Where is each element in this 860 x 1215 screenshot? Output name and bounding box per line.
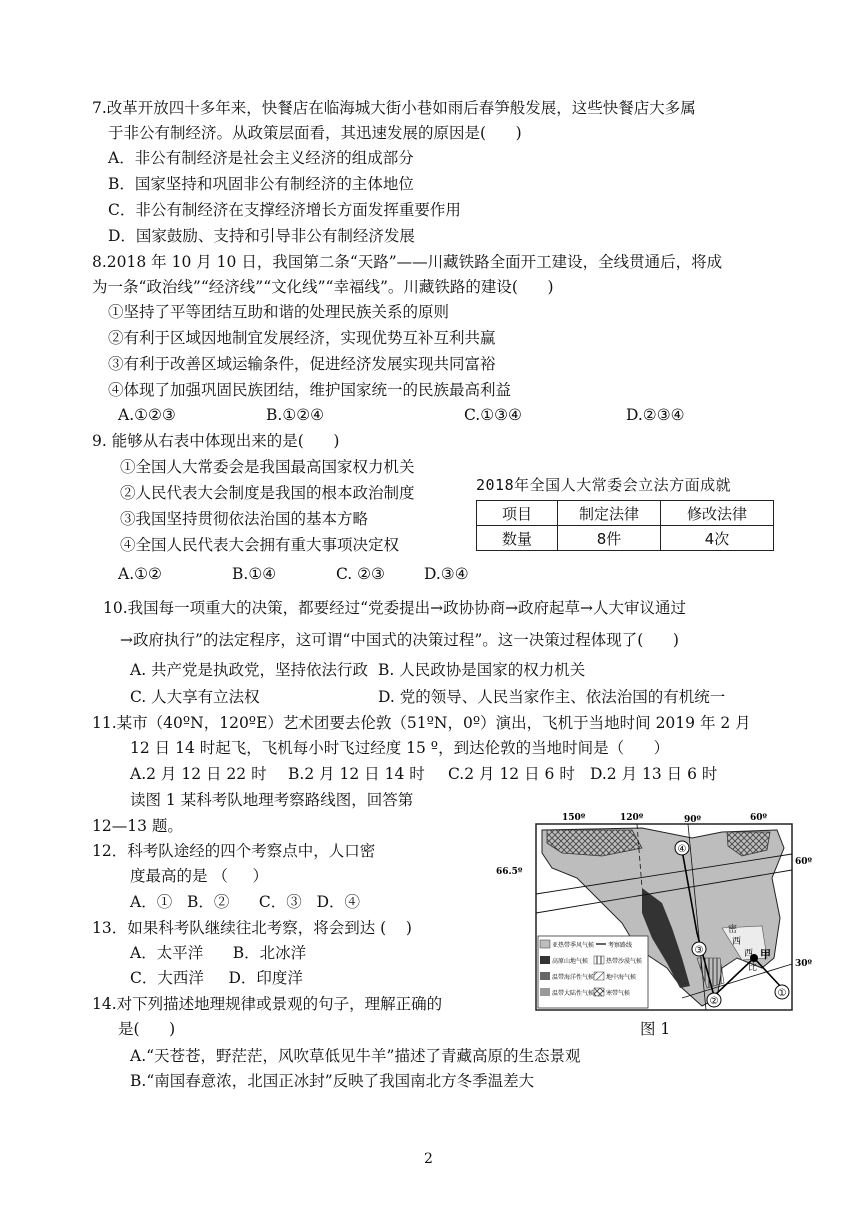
q8-stem-line1: 8.2018 年 10 月 10 日，我国第二条“天路”——川藏铁路全面开工建设，全线贯通后，将成	[92, 253, 723, 271]
law-table-row	[477, 526, 774, 551]
q8-item-3: ③有利于改善区域运输条件，促进经济发展实现共同富裕	[108, 355, 496, 373]
legend-text: 高原山地气候	[552, 958, 589, 965]
q11-stem-line1: 11.某市（40ºN，120ºE）艺术团要去伦敦（51ºN，0º）演出，飞机于当地时间 2019 年 2 月	[92, 714, 751, 732]
q7-stem-line1: 7.改革开放四十多年来，快餐店在临海城大街小巷如雨后春笋般发展，这些快餐店大多属	[92, 99, 696, 117]
q10-stem-line1: 10.我国每一项重大的决策，都要经过“党委提出→政协协商→政府起草→人大审议通过	[103, 599, 687, 617]
q13-choices-row2: C．大西洋 D．印度洋	[130, 969, 303, 987]
law-table	[476, 500, 774, 551]
q8-choice-a: A.①②③	[118, 406, 176, 424]
point-3-label: ③	[694, 945, 704, 956]
q12-stem-line1: 12．科考队途经的四个考察点中，人口密	[92, 842, 376, 860]
q9-choice-a: A.①②	[118, 565, 162, 583]
legend-swatch	[540, 988, 550, 996]
figure-label: 图 1	[640, 1020, 671, 1038]
q7-option-c: C．非公有制经济在支撑经济增长方面发挥重要作用	[108, 201, 461, 219]
point-4-label: ④	[677, 844, 687, 855]
survey-route-map	[492, 808, 813, 1018]
q10-option-a: A. 共产党是执政党，坚持依法行政	[130, 661, 369, 679]
legend-text: 热带沙漠气候	[606, 958, 643, 965]
law-table-header-cell: 项目	[477, 501, 558, 526]
law-table-cell: 4次	[661, 526, 774, 551]
region-char: 西	[732, 937, 742, 947]
legend-text: 温带大陆性气候	[552, 990, 595, 997]
q8-item-1: ①坚持了平等团结互助和谐的处理民族关系的原则	[108, 303, 450, 321]
legend-text: 地中海气候	[606, 974, 637, 981]
lon-label-90: 90º	[684, 815, 702, 825]
lat-label-66: 66.5º	[496, 867, 523, 877]
q10-option-c: C. 人大享有立法权	[130, 688, 260, 706]
q14-option-b: B.“南国春意浓，北国正冰封”反映了我国南北方冬季温差大	[130, 1072, 535, 1090]
region-char: 密	[728, 925, 738, 935]
law-table-header-row	[477, 501, 774, 526]
point-2-label: ②	[709, 996, 719, 1007]
point-1-label: ①	[777, 988, 787, 999]
legend-text: 温带海洋性气候	[552, 974, 595, 981]
law-table-title: 2018年全国人大常委会立法方面成就	[476, 476, 732, 494]
q7-option-d: D．国家鼓励、支持和引导非公有制经济发展	[108, 227, 415, 245]
q10-stem-line2: →政府执行”的法定程序，这可谓“中国式的决策过程”。这一决策过程体现了( )	[120, 631, 679, 649]
lon-label-120: 120º	[620, 813, 644, 823]
q9-choice-c: C. ②③	[336, 565, 385, 583]
q7-option-b: B．国家坚持和巩固非公有制经济的主体地位	[108, 175, 414, 193]
lat-label-60: 60º	[795, 857, 813, 867]
q13-choices-row1: A．太平洋 B．北冰洋	[130, 944, 307, 962]
legend-swatch	[594, 988, 604, 996]
legend-text: 考察路线	[608, 942, 633, 949]
q7-option-a: A．非公有制经济是社会主义经济的组成部分	[108, 149, 414, 167]
q9-item-3: ③我国坚持贯彻依法治国的基本方略	[120, 510, 369, 528]
q9-item-2: ②人民代表大会制度是我国的根本政治制度	[120, 484, 415, 502]
q7-stem-line2: 于非公有制经济。从政策层面看，其迅速发展的原因是( )	[108, 124, 522, 142]
q9-stem: 9. 能够从右表中体现出来的是( )	[92, 432, 340, 450]
q12-stem-line2: 度最高的是 （ ）	[130, 867, 269, 885]
q14-stem-line1: 14.对下列描述地理规律或景观的句子，理解正确的	[92, 995, 443, 1013]
q14-stem-line2: 是( )	[118, 1020, 176, 1038]
region-char: 西	[744, 949, 754, 959]
q9-choice-d: D.③④	[424, 565, 469, 583]
q9-choice-b: B.①④	[232, 565, 277, 583]
q8-choice-b: B.①②④	[266, 406, 325, 424]
q8-choice-d: D.②③④	[626, 406, 685, 424]
page-number: 2	[424, 1151, 433, 1167]
q8-item-4: ④体现了加强巩固民族团结，维护国家统一的民族最高利益	[108, 381, 512, 399]
legend-swatch	[540, 956, 550, 964]
legend-swatch	[594, 956, 604, 964]
lon-label-150: 150º	[562, 813, 586, 823]
law-table-cell: 8件	[558, 526, 661, 551]
jia-label: 甲	[760, 948, 771, 961]
law-table-header-cell: 修改法律	[661, 501, 774, 526]
law-table-cell: 数量	[477, 526, 558, 551]
lon-label-60: 60º	[750, 813, 768, 823]
q10-option-d: D. 党的领导、人民当家作主、依法治国的有机统一	[378, 688, 726, 706]
q11-choice-c: C.2 月 12 日 6 时	[448, 765, 575, 783]
q13-stem: 13．如果科考队继续往北考察，将会到达 ( )	[92, 919, 412, 937]
q12-choices: A．① B．② C．③ D．④	[130, 893, 360, 911]
q9-item-1: ①全国人大常委会是我国最高国家权力机关	[120, 458, 415, 476]
q11-stem-line2: 12 日 14 时起飞，飞机每小时飞过经度 15 º，到达伦敦的当地时间是（ ）	[130, 739, 670, 757]
q8-stem-line2: 为一条“政治线”“经济线”“文化线”“幸福线”。川藏铁路的建设( )	[92, 278, 554, 296]
legend-swatch	[594, 972, 604, 980]
region-char: 比	[748, 963, 758, 973]
q9-item-4: ④全国人民代表大会拥有重大事项决定权	[120, 536, 400, 554]
q11-choice-d: D.2 月 13 日 6 时	[590, 765, 718, 783]
legend-text: 寒带气候	[606, 990, 631, 997]
q11-choice-a: A.2 月 12 日 22 时	[130, 765, 267, 783]
q11-choice-b: B.2 月 12 日 14 时	[288, 765, 425, 783]
q8-item-2: ②有利于区域因地制宜发展经济，实现优势互补互利共赢	[108, 329, 496, 347]
legend-swatch	[540, 972, 550, 980]
legend-text: 亚热带季风气候	[552, 942, 595, 949]
q10-option-b: B. 人民政协是国家的权力机关	[378, 661, 586, 679]
law-table-header-cell: 制定法律	[558, 501, 661, 526]
lat-label-30: 30º	[795, 959, 813, 969]
map-intro-line2: 12—13 题。	[92, 817, 183, 835]
q8-choice-c: C.①③④	[464, 406, 522, 424]
legend-swatch	[540, 940, 550, 948]
map-intro-line1: 读图 1 某科考队地理考察路线图，回答第	[130, 791, 414, 809]
q14-option-a: A.“天苍苍，野茫茫，风吹草低见牛羊”描述了青藏高原的生态景观	[130, 1047, 581, 1065]
